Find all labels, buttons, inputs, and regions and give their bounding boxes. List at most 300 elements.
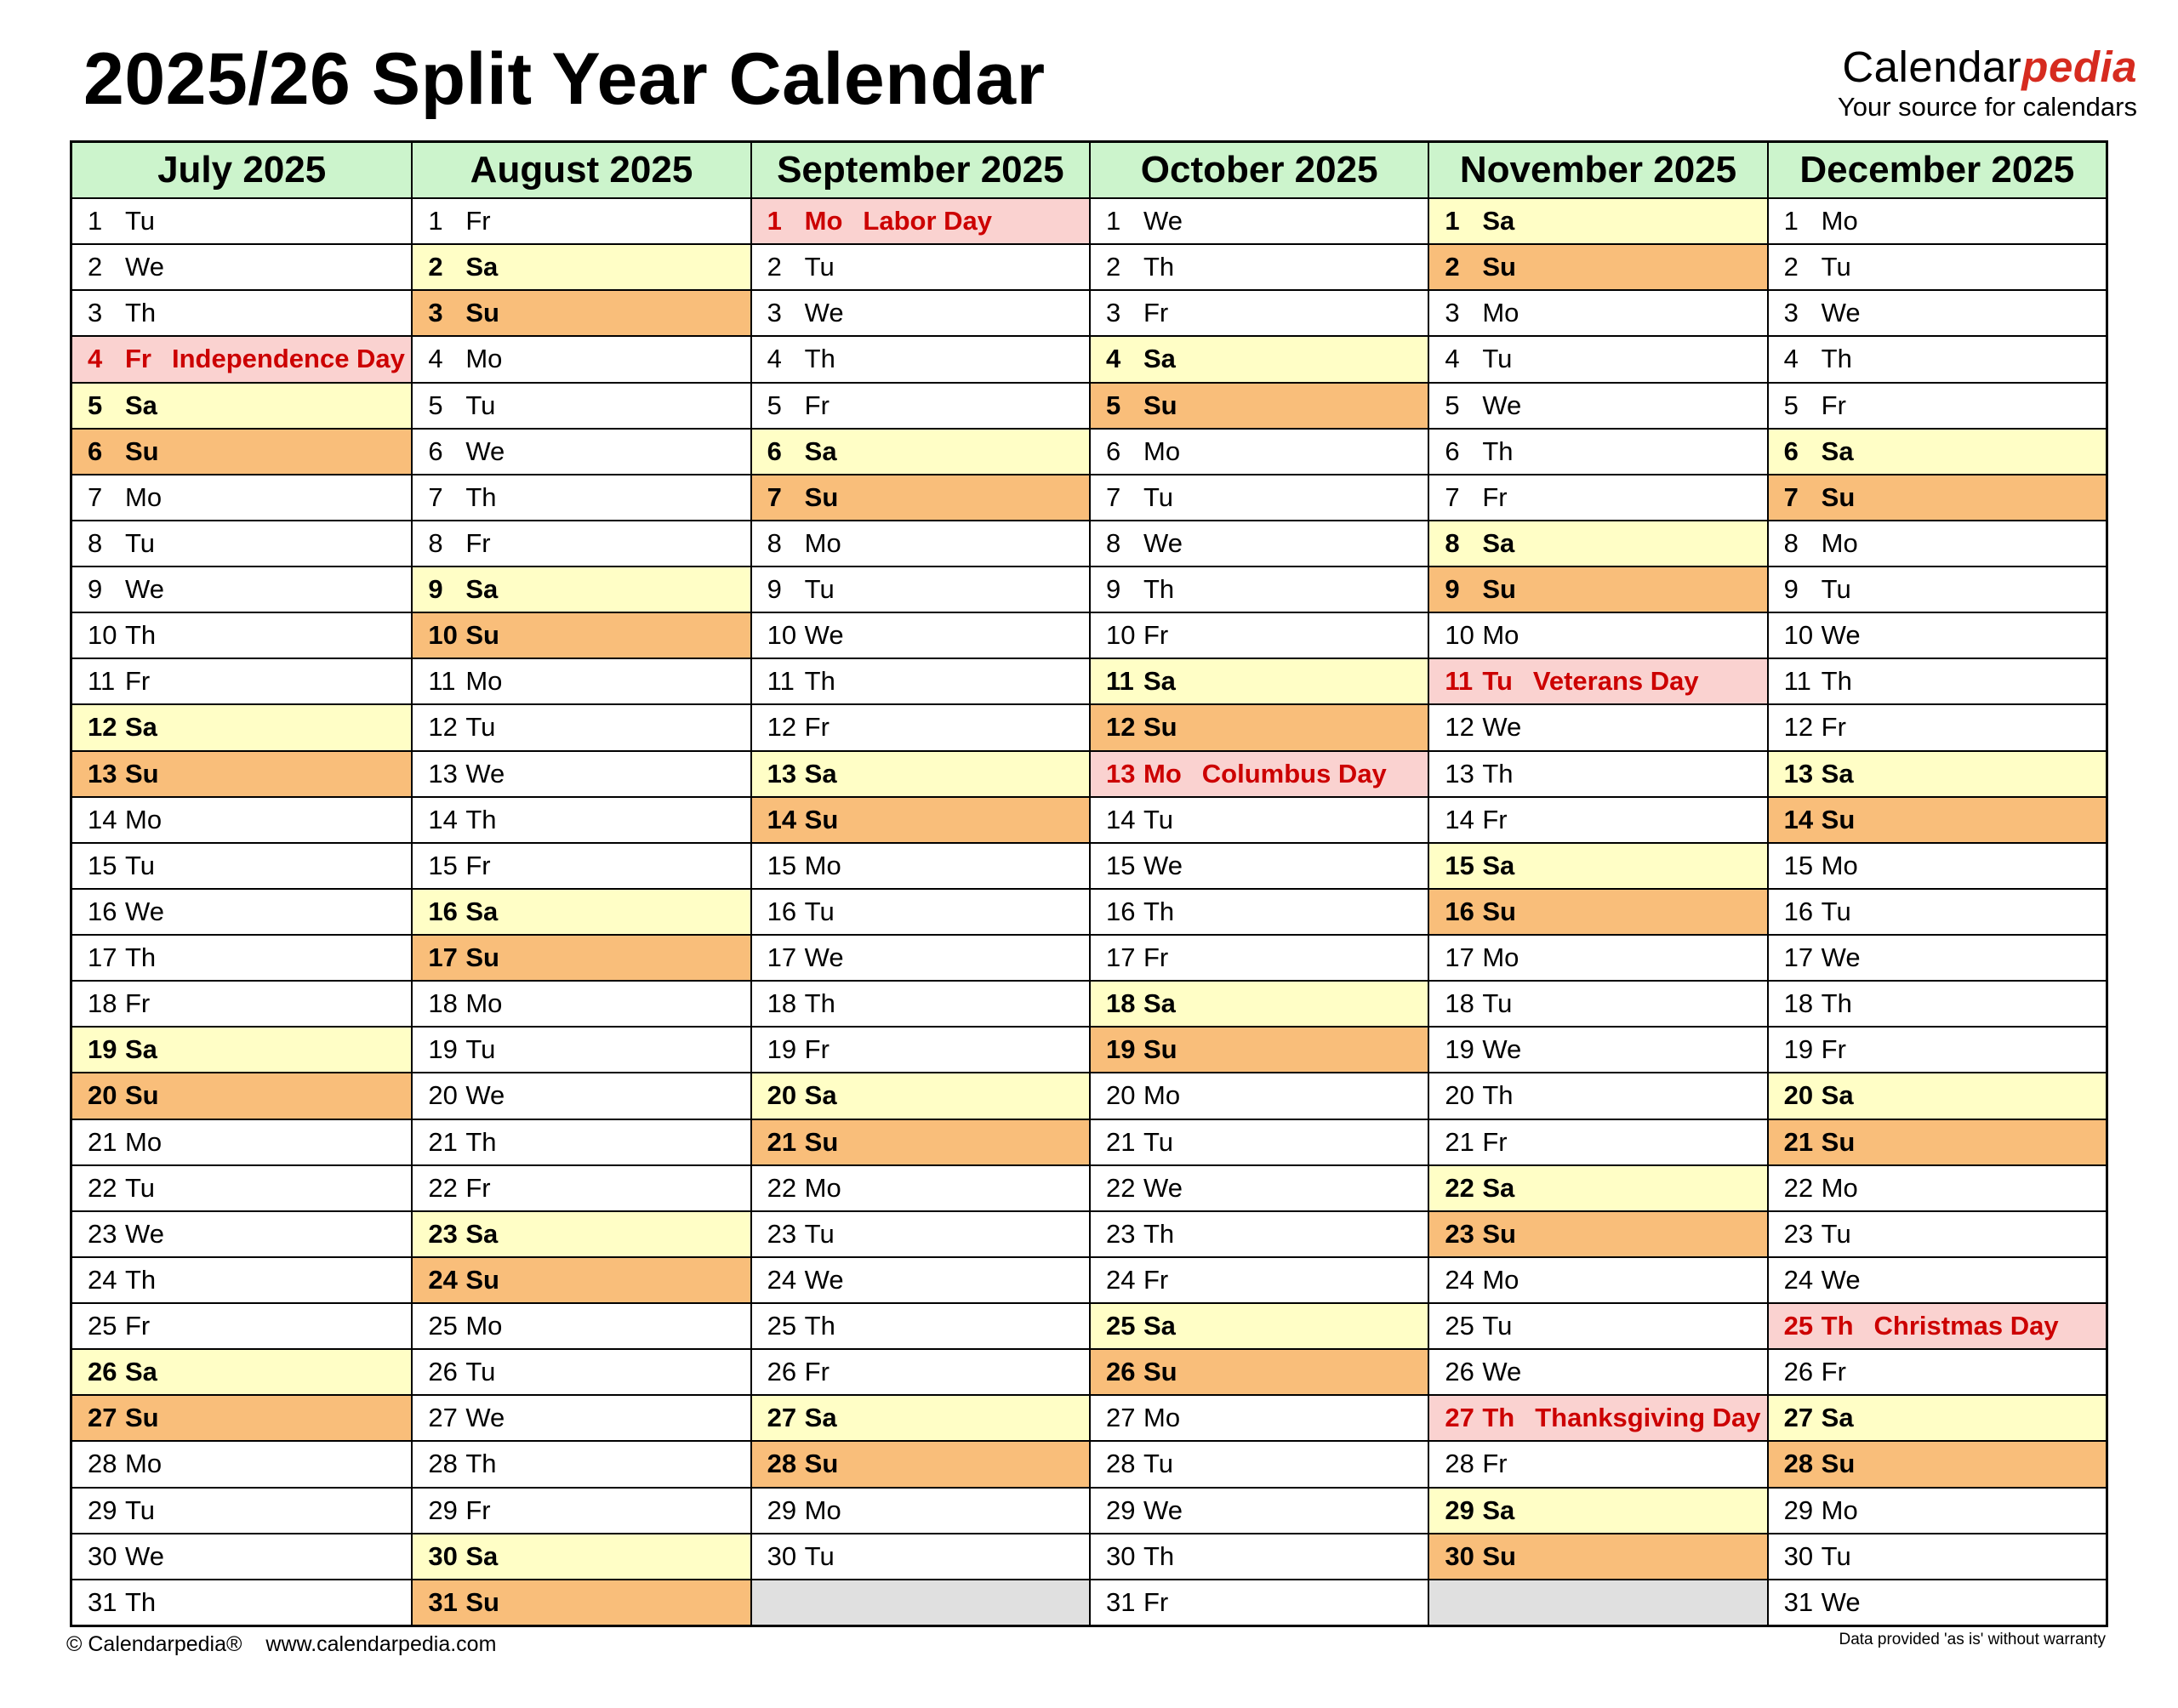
day-number: 31 [88, 1586, 117, 1617]
day-cell [1429, 1440, 1766, 1486]
day-number: 10 [428, 620, 458, 651]
day-abbr: Su [1143, 1357, 1177, 1387]
day-cell [413, 474, 750, 520]
day-number: 21 [1783, 1126, 1814, 1157]
day-number: 24 [1445, 1264, 1474, 1295]
day-number: 19 [767, 1034, 797, 1065]
logo-calendar-text: Calendar [1842, 43, 2022, 91]
day-cell [752, 1533, 1089, 1579]
day-abbr: Sa [1821, 436, 1854, 466]
day-abbr: Mo [1143, 1080, 1181, 1111]
day-abbr: Sa [804, 758, 837, 789]
day-cell [752, 1164, 1089, 1210]
day-cell [1091, 520, 1428, 566]
day-cell [72, 1440, 411, 1486]
day-cell [413, 520, 750, 566]
day-number: 18 [1106, 988, 1136, 1019]
day-cell [413, 1164, 750, 1210]
day-abbr: Tu [1482, 988, 1513, 1019]
day-cell [1769, 1164, 2106, 1210]
day-cell [752, 1302, 1089, 1348]
day-abbr: Su [1143, 1034, 1177, 1065]
day-abbr: We [125, 1540, 164, 1571]
day-abbr: Su [804, 804, 839, 834]
day-abbr: Th [804, 666, 835, 697]
day-number: 25 [1106, 1311, 1136, 1341]
day-cell [1091, 289, 1428, 335]
day-abbr: Su [1821, 1126, 1856, 1157]
day-number: 6 [1783, 436, 1799, 466]
day-cell [413, 1210, 750, 1256]
day-number: 15 [1783, 850, 1814, 880]
day-cell [72, 1210, 411, 1256]
day-number: 7 [428, 481, 443, 512]
day-cell [752, 612, 1089, 658]
day-number: 4 [428, 344, 443, 374]
day-cell [752, 980, 1089, 1026]
footer-copyright [66, 1632, 496, 1657]
day-number: 7 [88, 481, 103, 512]
day-number: 5 [1445, 390, 1460, 420]
day-number: 17 [1106, 942, 1136, 973]
day-number: 10 [1445, 620, 1474, 651]
day-cell [1769, 566, 2106, 612]
day-cell [72, 428, 411, 474]
day-number: 22 [1106, 1172, 1136, 1203]
day-abbr: Mo [804, 1172, 841, 1203]
day-cell [413, 1072, 750, 1118]
day-abbr: Fr [1821, 390, 1846, 420]
day-number: 1 [1783, 206, 1799, 236]
day-cell [1769, 382, 2106, 428]
day-abbr: Tu [125, 1494, 156, 1525]
day-abbr: Su [1821, 481, 1856, 512]
day-abbr: Mo [465, 988, 503, 1019]
day-number: 4 [1783, 344, 1799, 374]
day-abbr: Mo [1482, 620, 1519, 651]
day-number: 26 [88, 1357, 117, 1387]
day-cell [413, 980, 750, 1026]
day-abbr: Tu [1143, 1126, 1174, 1157]
day-abbr: Su [1821, 1449, 1856, 1479]
day-number: 8 [1445, 527, 1460, 558]
day-number: 20 [1783, 1080, 1814, 1111]
day-abbr: Mo [465, 1311, 503, 1341]
day-number: 2 [1445, 252, 1460, 282]
day-abbr: Th [804, 988, 835, 1019]
day-abbr: We [1821, 298, 1861, 328]
day-number: 22 [1445, 1172, 1474, 1203]
day-cell [413, 888, 750, 934]
footer-disclaimer: Data provided 'as is' without warranty [1839, 1631, 2106, 1648]
day-number: 27 [428, 1403, 458, 1433]
day-number: 9 [767, 574, 782, 605]
day-cell [413, 658, 750, 703]
day-abbr: Mo [1143, 758, 1182, 789]
day-number: 30 [1783, 1540, 1814, 1571]
day-number: 22 [767, 1172, 797, 1203]
day-cell [752, 335, 1089, 381]
day-number: 15 [1106, 850, 1136, 880]
day-number: 6 [428, 436, 443, 466]
day-number: 10 [1106, 620, 1136, 651]
day-cell [1091, 428, 1428, 474]
day-number: 15 [1445, 850, 1474, 880]
day-abbr: Tu [804, 896, 835, 926]
day-number: 2 [1106, 252, 1121, 282]
day-abbr: Fr [465, 206, 491, 236]
day-abbr: We [1482, 1357, 1522, 1387]
month-column-july-2025 [72, 143, 411, 1625]
day-abbr: Fr [465, 527, 491, 558]
day-cell [1429, 382, 1766, 428]
day-abbr: Mo [1482, 942, 1519, 973]
day-number: 20 [1106, 1080, 1136, 1111]
day-number: 23 [428, 1218, 458, 1249]
day-number: 21 [428, 1126, 458, 1157]
day-cell [72, 750, 411, 796]
day-abbr: Fr [804, 712, 830, 743]
day-abbr: Tu [125, 527, 156, 558]
day-cell [1429, 1119, 1766, 1164]
day-abbr: Sa [1143, 666, 1176, 697]
day-abbr: We [804, 298, 844, 328]
day-number: 13 [767, 758, 797, 789]
day-number: 13 [1445, 758, 1474, 789]
day-abbr: Th [1482, 758, 1514, 789]
day-number: 26 [1445, 1357, 1474, 1387]
day-number: 1 [428, 206, 443, 236]
day-number: 14 [1783, 804, 1814, 834]
day-cell [1091, 1119, 1428, 1164]
day-cell [1769, 428, 2106, 474]
day-cell [752, 1072, 1089, 1118]
day-number: 29 [767, 1494, 797, 1525]
logo-wordmark [1838, 43, 2137, 91]
day-number: 23 [1783, 1218, 1814, 1249]
day-cell [1769, 658, 2106, 703]
day-abbr: Tu [1482, 666, 1513, 697]
day-cell [752, 796, 1089, 842]
day-number: 17 [428, 942, 458, 973]
day-cell [1769, 1440, 2106, 1486]
day-abbr: Sa [1482, 1494, 1515, 1525]
day-abbr: Tu [465, 1034, 496, 1065]
day-abbr: Mo [1821, 1172, 1858, 1203]
day-number: 8 [88, 527, 103, 558]
day-cell [1429, 243, 1766, 289]
day-cell [1091, 474, 1428, 520]
day-abbr: We [1143, 527, 1183, 558]
day-number: 9 [1445, 574, 1460, 605]
day-number: 5 [767, 390, 782, 420]
day-abbr: Mo [1143, 1403, 1181, 1433]
day-abbr: Sa [1821, 1080, 1854, 1111]
day-abbr: Su [125, 436, 159, 466]
holiday-label: Christmas Day [1873, 1311, 2059, 1341]
day-abbr: Th [1482, 1403, 1515, 1433]
day-cell [1091, 1210, 1428, 1256]
day-number: 14 [1106, 804, 1136, 834]
day-number: 24 [1106, 1264, 1136, 1295]
day-number: 9 [428, 574, 443, 605]
day-cell [1091, 566, 1428, 612]
day-number: 11 [88, 666, 116, 697]
day-number: 30 [88, 1540, 117, 1571]
day-number: 30 [1106, 1540, 1136, 1571]
day-cell [413, 1487, 750, 1533]
day-abbr: We [125, 896, 164, 926]
day-number: 20 [428, 1080, 458, 1111]
day-number: 3 [767, 298, 782, 328]
day-cell [752, 1394, 1089, 1440]
calendar-table [70, 140, 2108, 1627]
day-number: 16 [1783, 896, 1814, 926]
day-abbr: We [1143, 206, 1183, 236]
day-number: 1 [88, 206, 103, 236]
day-cell [752, 1026, 1089, 1072]
day-abbr: Tu [1482, 1311, 1513, 1341]
day-number: 6 [767, 436, 782, 466]
day-number: 30 [1445, 1540, 1474, 1571]
day-number: 20 [88, 1080, 117, 1111]
day-abbr: Su [465, 298, 499, 328]
day-cell [1769, 842, 2106, 888]
day-cell [72, 197, 411, 243]
day-cell [1769, 289, 2106, 335]
day-abbr: Sa [804, 1403, 837, 1433]
empty-cell [1429, 1579, 1766, 1625]
day-number: 18 [1783, 988, 1814, 1019]
day-cell [1769, 1072, 2106, 1118]
day-abbr: Fr [125, 988, 151, 1019]
day-cell [752, 750, 1089, 796]
day-cell [1091, 382, 1428, 428]
day-cell [72, 703, 411, 749]
day-abbr: We [1821, 942, 1861, 973]
day-number: 16 [88, 896, 117, 926]
day-cell [1091, 197, 1428, 243]
day-cell [1769, 243, 2106, 289]
day-abbr: We [465, 436, 505, 466]
day-abbr: Fr [804, 1034, 830, 1065]
day-abbr: Mo [804, 206, 843, 236]
day-number: 16 [767, 896, 797, 926]
day-abbr: Sa [465, 896, 499, 926]
day-abbr: Sa [465, 1218, 499, 1249]
day-cell [72, 520, 411, 566]
day-number: 10 [88, 620, 117, 651]
day-cell [413, 197, 750, 243]
day-abbr: Th [465, 481, 497, 512]
day-cell [1429, 289, 1766, 335]
holiday-label: Independence Day [172, 344, 405, 374]
day-cell [413, 612, 750, 658]
day-cell [1429, 934, 1766, 980]
day-cell [72, 382, 411, 428]
day-number: 11 [1106, 666, 1134, 697]
day-number: 13 [1106, 758, 1136, 789]
day-abbr: Sa [1821, 758, 1854, 789]
day-abbr: Fr [1143, 1264, 1169, 1295]
day-abbr: Su [465, 620, 499, 651]
day-cell [752, 888, 1089, 934]
day-number: 19 [88, 1034, 117, 1065]
day-cell [1429, 1487, 1766, 1533]
day-abbr: Su [804, 481, 839, 512]
day-cell [1091, 1394, 1428, 1440]
day-number: 21 [88, 1126, 117, 1157]
day-abbr: Mo [125, 1449, 162, 1479]
day-number: 2 [1783, 252, 1799, 282]
day-cell [752, 1256, 1089, 1302]
day-number: 19 [1445, 1034, 1474, 1065]
day-cell [1429, 1533, 1766, 1579]
month-header: July 2025 [72, 143, 411, 197]
day-abbr: Sa [804, 1080, 837, 1111]
month-column-november-2025 [1428, 143, 1766, 1625]
day-number: 7 [1106, 481, 1121, 512]
day-abbr: We [1143, 1494, 1183, 1525]
day-abbr: We [1821, 620, 1861, 651]
month-header: August 2025 [413, 143, 750, 197]
day-number: 25 [767, 1311, 797, 1341]
day-cell [1769, 1119, 2106, 1164]
day-number: 29 [1783, 1494, 1814, 1525]
day-abbr: We [1821, 1586, 1861, 1617]
day-number: 5 [88, 390, 103, 420]
day-abbr: Fr [465, 1172, 491, 1203]
day-cell [72, 1348, 411, 1394]
month-header: October 2025 [1091, 143, 1428, 197]
day-cell [1429, 888, 1766, 934]
month-column-august-2025 [411, 143, 750, 1625]
day-cell [72, 335, 411, 381]
day-number: 27 [767, 1403, 797, 1433]
day-cell [72, 1072, 411, 1118]
day-number: 11 [428, 666, 456, 697]
day-abbr: Mo [125, 481, 162, 512]
day-abbr: Su [1143, 712, 1177, 743]
day-cell [413, 842, 750, 888]
day-cell [413, 243, 750, 289]
day-cell [752, 520, 1089, 566]
day-cell [413, 934, 750, 980]
day-abbr: Fr [1482, 1449, 1508, 1479]
day-number: 11 [1783, 666, 1811, 697]
day-abbr: Su [125, 1080, 159, 1111]
day-number: 27 [1445, 1403, 1474, 1433]
day-abbr: Th [1143, 1218, 1175, 1249]
day-number: 29 [1106, 1494, 1136, 1525]
day-number: 25 [1783, 1311, 1814, 1341]
day-cell [72, 796, 411, 842]
day-abbr: Tu [1143, 481, 1174, 512]
day-cell [752, 703, 1089, 749]
day-cell [752, 1119, 1089, 1164]
day-number: 13 [428, 758, 458, 789]
day-abbr: Fr [804, 1357, 830, 1387]
day-cell [1769, 703, 2106, 749]
day-cell [1769, 197, 2106, 243]
day-abbr: Sa [1143, 1311, 1176, 1341]
month-header: December 2025 [1769, 143, 2106, 197]
day-abbr: Fr [1143, 298, 1169, 328]
day-number: 24 [428, 1264, 458, 1295]
day-cell [1091, 934, 1428, 980]
day-number: 30 [767, 1540, 797, 1571]
day-cell [1429, 474, 1766, 520]
day-cell [752, 934, 1089, 980]
day-cell [752, 1348, 1089, 1394]
day-number: 28 [88, 1449, 117, 1479]
day-cell [1769, 1302, 2106, 1348]
day-abbr: Fr [1482, 804, 1508, 834]
day-abbr: Su [1482, 896, 1516, 926]
day-number: 29 [1445, 1494, 1474, 1525]
day-cell [1429, 1164, 1766, 1210]
day-number: 18 [1445, 988, 1474, 1019]
day-abbr: Fr [125, 666, 151, 697]
day-abbr: Mo [1821, 527, 1858, 558]
day-abbr: Mo [804, 1494, 841, 1525]
day-cell [72, 566, 411, 612]
day-cell [72, 842, 411, 888]
day-cell [72, 1533, 411, 1579]
day-cell [1429, 1394, 1766, 1440]
day-number: 28 [1106, 1449, 1136, 1479]
day-number: 24 [1783, 1264, 1814, 1295]
day-number: 14 [428, 804, 458, 834]
day-number: 12 [767, 712, 797, 743]
day-abbr: Mo [1821, 850, 1858, 880]
day-number: 19 [428, 1034, 458, 1065]
day-abbr: Mo [1143, 436, 1181, 466]
day-cell [752, 474, 1089, 520]
day-abbr: Su [465, 1264, 499, 1295]
day-abbr: Fr [1482, 481, 1508, 512]
day-number: 1 [1106, 206, 1121, 236]
day-abbr: Tu [125, 1172, 156, 1203]
month-header: November 2025 [1429, 143, 1766, 197]
day-cell [72, 1119, 411, 1164]
day-number: 3 [88, 298, 103, 328]
day-number: 17 [88, 942, 117, 973]
day-abbr: Mo [804, 527, 841, 558]
day-number: 7 [1445, 481, 1460, 512]
day-abbr: We [1143, 850, 1183, 880]
day-number: 16 [428, 896, 458, 926]
day-cell [752, 197, 1089, 243]
day-abbr: Mo [1482, 1264, 1519, 1295]
day-abbr: We [465, 1080, 505, 1111]
day-cell [413, 289, 750, 335]
day-cell [72, 1487, 411, 1533]
day-number: 3 [1106, 298, 1121, 328]
day-abbr: Th [465, 1126, 497, 1157]
day-number: 24 [88, 1264, 117, 1295]
day-number: 12 [428, 712, 458, 743]
day-cell [72, 1394, 411, 1440]
day-abbr: Su [1482, 1218, 1516, 1249]
day-number: 14 [1445, 804, 1474, 834]
day-abbr: Th [125, 1586, 157, 1617]
day-cell [1091, 612, 1428, 658]
day-number: 17 [1445, 942, 1474, 973]
day-abbr: We [465, 1403, 505, 1433]
day-number: 28 [1445, 1449, 1474, 1479]
day-cell [1769, 474, 2106, 520]
